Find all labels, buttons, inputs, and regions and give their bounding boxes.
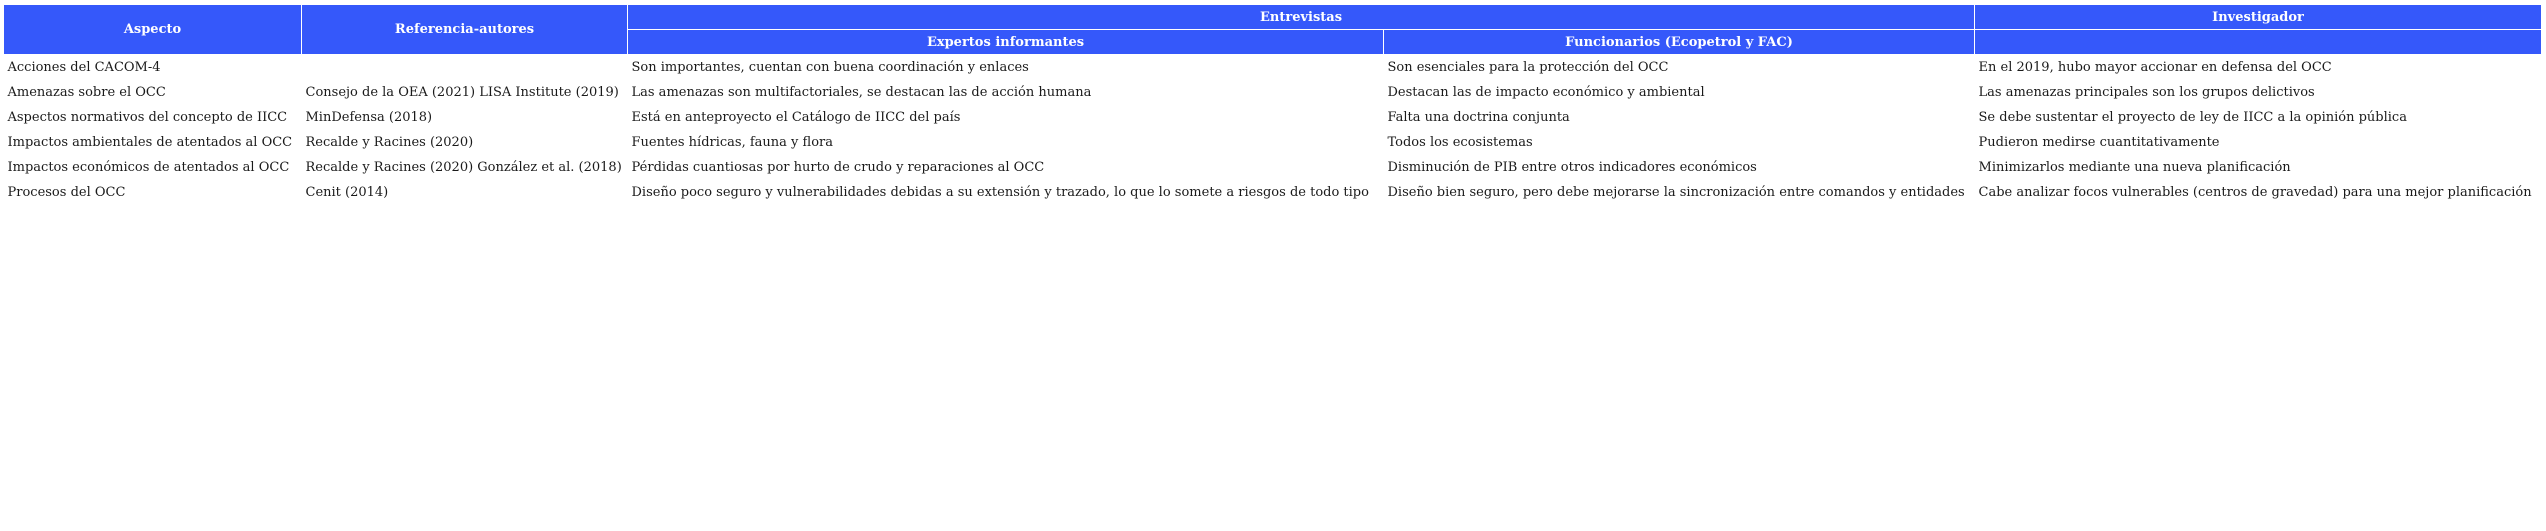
cell-referencia: Consejo de la OEA (2021) LISA Institute (2019) <box>305 85 619 100</box>
table-row <box>4 130 2542 155</box>
header-investigador-sub <box>1975 30 2542 55</box>
cell-referencia: Cenit (2014) <box>305 185 389 200</box>
cell-expertos: Diseño poco seguro y vulnerabilidades debidas a su extensión y trazado, lo que lo somete a riesgos de todo tipo <box>631 185 1369 200</box>
cell-investigador: Minimizarlos mediante una nueva planificación <box>1978 160 2291 175</box>
header-referencia: Referencia-autores <box>302 5 628 55</box>
table-row <box>4 80 2542 105</box>
cell-expertos: Las amenazas son multifactoriales, se destacan las de acción humana <box>631 85 1092 100</box>
cell-funcionarios: Todos los ecosistemas <box>1387 135 1533 150</box>
cell-referencia: Recalde y Racines (2020) <box>305 135 474 150</box>
cell-expertos: Fuentes hídricas, fauna y flora <box>631 135 833 150</box>
header-expertos: Expertos informantes <box>628 30 1384 55</box>
cell-aspecto: Impactos ambientales de atentados al OCC <box>7 135 293 150</box>
cell-expertos: Está en anteproyecto el Catálogo de IICC del país <box>631 110 961 125</box>
cell-aspecto: Aspectos normativos del concepto de IICC <box>7 110 288 125</box>
cell-investigador: Pudieron medirse cuantitativamente <box>1978 135 2220 150</box>
table-row <box>4 55 2542 81</box>
cell-expertos: Pérdidas cuantiosas por hurto de crudo y reparaciones al OCC <box>631 160 1045 175</box>
cell-funcionarios: Disminución de PIB entre otros indicadores económicos <box>1387 160 1757 175</box>
table-header <box>4 5 2542 55</box>
header-investigador: Investigador <box>1975 5 2542 30</box>
cell-investigador: En el 2019, hubo mayor accionar en defensa del OCC <box>1978 60 2332 75</box>
header-aspecto: Aspecto <box>4 5 302 55</box>
cell-funcionarios: Destacan las de impacto económico y ambiental <box>1387 85 1705 100</box>
comparison-table <box>3 4 2542 205</box>
cell-aspecto: Impactos económicos de atentados al OCC <box>7 160 290 175</box>
cell-investigador: Se debe sustentar el proyecto de ley de IICC a la opinión pública <box>1978 110 2407 125</box>
table-container <box>0 0 2546 205</box>
cell-referencia: MinDefensa (2018) <box>305 110 433 125</box>
cell-aspecto: Procesos del OCC <box>7 185 126 200</box>
cell-aspecto: Amenazas sobre el OCC <box>7 85 166 100</box>
cell-funcionarios: Diseño bien seguro, pero debe mejorarse la sincronización entre comandos y entidades <box>1387 185 1965 200</box>
cell-funcionarios: Son esenciales para la protección del OCC <box>1387 60 1669 75</box>
header-entrevistas: Entrevistas <box>628 5 1975 30</box>
cell-aspecto: Acciones del CACOM-4 <box>7 60 161 75</box>
header-funcionarios: Funcionarios (Ecopetrol y FAC) <box>1384 30 1975 55</box>
cell-expertos: Son importantes, cuentan con buena coordinación y enlaces <box>631 60 1029 75</box>
cell-referencia: Recalde y Racines (2020) González et al. (2018) <box>305 160 622 175</box>
cell-investigador: Cabe analizar focos vulnerables (centros de gravedad) para una mejor planificación <box>1978 185 2532 200</box>
table-row <box>4 155 2542 180</box>
table-row <box>4 105 2542 130</box>
cell-funcionarios: Falta una doctrina conjunta <box>1387 110 1570 125</box>
cell-investigador: Las amenazas principales son los grupos delictivos <box>1978 85 2315 100</box>
table-body <box>4 55 2542 206</box>
table-row <box>4 180 2542 205</box>
cell-referencia <box>302 55 628 81</box>
